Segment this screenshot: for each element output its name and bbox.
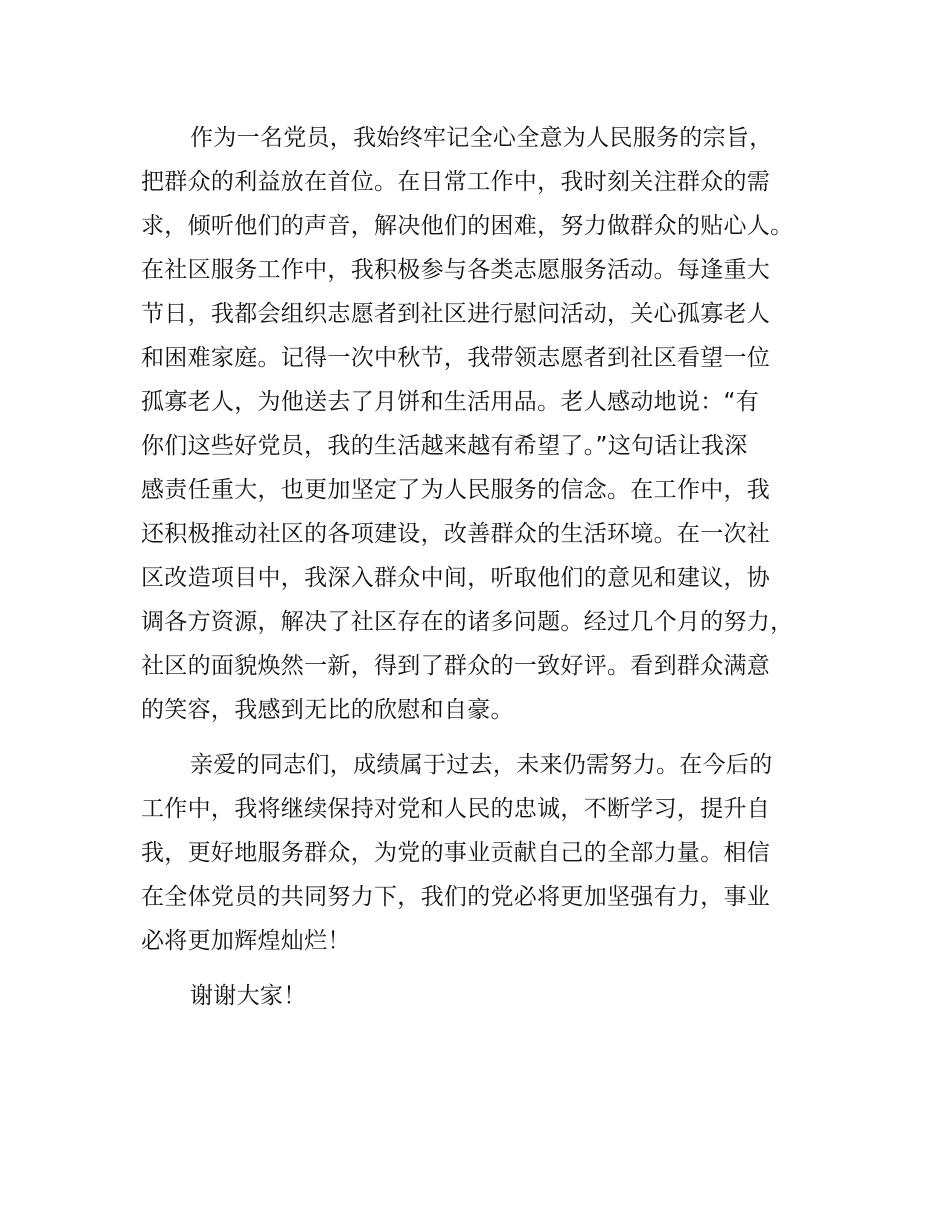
paragraph-line: 必将更加辉煌灿烂！ [141, 928, 351, 954]
paragraph-line: 区改造项目中，我深入群众中间，听取他们的意见和建议，协 [141, 565, 771, 591]
paragraph-line: 工作中，我将继续保持对党和人民的忠诚，不断学习，提升自 [141, 796, 771, 822]
paragraph-service-work [141, 116, 831, 732]
paragraph-spacer [141, 963, 831, 974]
paragraph-line: 把群众的利益放在首位。在日常工作中，我时刻关注群众的需 [141, 169, 771, 195]
closing-line: 谢谢大家！ [190, 983, 307, 1009]
paragraph-line: 我，更好地服务群众，为党的事业贡献自己的全部力量。相信 [141, 840, 771, 866]
paragraph-line: 社区的面貌焕然一新，得到了群众的一致好评。看到群众满意 [141, 653, 771, 679]
document-body [141, 116, 831, 1018]
paragraph-line: 调各方资源，解决了社区存在的诸多问题。经过几个月的努力， [141, 609, 794, 635]
paragraph-line: 亲爱的同志们，成绩属于过去，未来仍需努力。在今后的 [190, 752, 773, 778]
paragraph-line: 还积极推动社区的各项建设，改善群众的生活环境。在一次社 [141, 521, 771, 547]
paragraph-line: 求，倾听他们的声音，解决他们的困难，努力做群众的贴心人。 [141, 213, 794, 239]
paragraph-closing [141, 974, 831, 1018]
paragraph-future-work [141, 743, 831, 963]
paragraph-line: 在全体党员的共同努力下，我们的党必将更加坚强有力，事业 [141, 884, 771, 910]
paragraph-line: 节日，我都会组织志愿者到社区进行慰问活动，关心孤寡老人 [141, 301, 771, 327]
paragraph-line: 在社区服务工作中，我积极参与各类志愿服务活动。每逢重大 [141, 257, 771, 283]
paragraph-line: 感责任重大，也更加坚定了为人民服务的信念。在工作中，我 [141, 477, 771, 503]
paragraph-line: 和困难家庭。记得一次中秋节，我带领志愿者到社区看望一位 [141, 345, 771, 371]
paragraph-line: 孤寡老人，为他送去了月饼和生活用品。老人感动地说：“有 [141, 389, 760, 415]
paragraph-spacer [141, 732, 831, 743]
paragraph-line: 作为一名党员，我始终牢记全心全意为人民服务的宗旨， [190, 125, 773, 151]
paragraph-line: 你们这些好党员，我的生活越来越有希望了。”这句话让我深 [141, 433, 748, 459]
paragraph-line: 的笑容，我感到无比的欣慰和自豪。 [141, 697, 514, 723]
